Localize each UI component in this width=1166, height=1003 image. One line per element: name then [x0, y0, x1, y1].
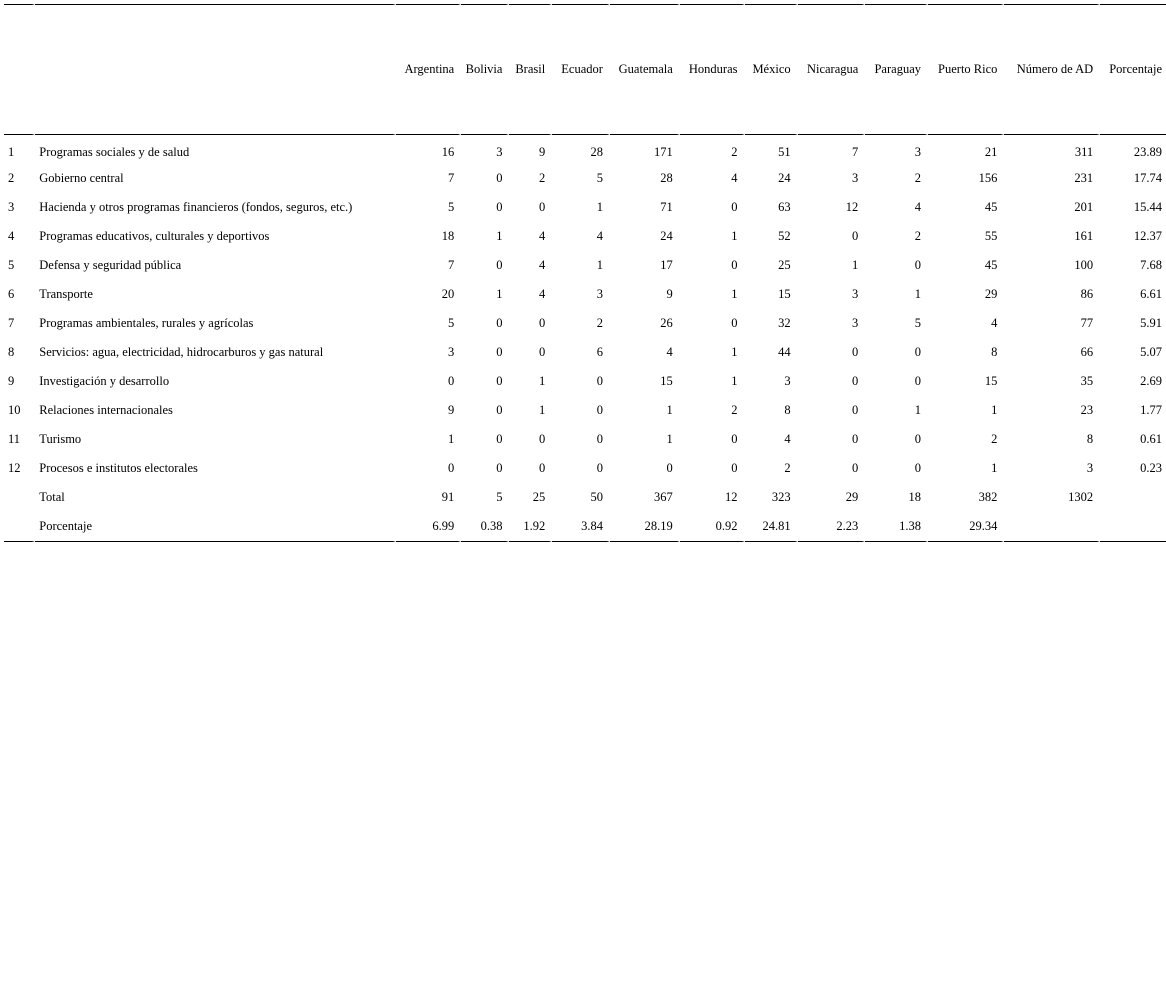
cell-brasil: 0	[509, 193, 552, 222]
header-cell-porcentaje: Porcentaje	[1100, 4, 1166, 135]
table-row	[4, 454, 1166, 483]
cell-guatemala: 171	[610, 135, 680, 164]
header-cell-brasil: Brasil	[509, 4, 552, 135]
cell-porcentaje	[1100, 483, 1166, 512]
cell-argentina: 91	[396, 483, 461, 512]
cell-honduras: 0	[680, 251, 745, 280]
cell-bolivia: 0	[461, 454, 509, 483]
cell-category: Hacienda y otros programas financieros (fondos, seguros, etc.)	[35, 193, 396, 222]
cell-category: Transporte	[35, 280, 396, 309]
cell-numero-ad: 1302	[1004, 483, 1100, 512]
header-cell-index	[4, 4, 35, 135]
cell-paraguay: 5	[865, 309, 928, 338]
cell-guatemala: 24	[610, 222, 680, 251]
cell-paraguay: 0	[865, 367, 928, 396]
cell-guatemala: 71	[610, 193, 680, 222]
cell-argentina: 3	[396, 338, 461, 367]
cell-category: Programas ambientales, rurales y agrícolas	[35, 309, 396, 338]
cell-guatemala: 1	[610, 396, 680, 425]
cell-numero-ad: 231	[1004, 164, 1100, 193]
cell-porcentaje: 12.37	[1133, 229, 1162, 243]
cell-ecuador: 2	[552, 309, 610, 338]
cell-puerto-rico: 21	[928, 135, 1004, 164]
cell-argentina: 18	[396, 222, 461, 251]
cell-brasil: 9	[509, 135, 552, 164]
cell-brasil: 1	[509, 396, 552, 425]
cell-bolivia: 1	[461, 280, 509, 309]
cell-brasil: 0	[509, 338, 552, 367]
cell-ecuador: 1	[552, 251, 610, 280]
cell-argentina: 9	[396, 396, 461, 425]
cell-index: 9	[4, 367, 35, 396]
cell-guatemala: 28	[610, 164, 680, 193]
cell-argentina: 7	[396, 164, 461, 193]
cell-paraguay: 18	[865, 483, 928, 512]
header-row	[4, 4, 1166, 135]
header-cell-paraguay: Paraguay	[865, 4, 928, 135]
cell-puerto-rico: 8	[928, 338, 1004, 367]
cell-ecuador: 4	[552, 222, 610, 251]
table-row	[4, 396, 1166, 425]
cell-porcentaje: 5.07	[1140, 345, 1162, 359]
cell-porcentaje	[1100, 512, 1166, 542]
cell-numero-ad	[1004, 512, 1100, 542]
cell-paraguay: 2	[865, 222, 928, 251]
cell-ecuador: 6	[552, 338, 610, 367]
cell-index: 8	[4, 338, 35, 367]
cell-index	[4, 512, 35, 542]
cell-numero-ad: 23	[1004, 396, 1100, 425]
cell-argentina: 5	[396, 193, 461, 222]
cell-nicaragua: 7	[798, 135, 866, 164]
cell-bolivia: 0	[461, 338, 509, 367]
cell-paraguay: 0	[865, 425, 928, 454]
cell-bolivia: 1	[461, 222, 509, 251]
cell-index: 12	[4, 454, 35, 483]
cell-puerto-rico: 1	[928, 396, 1004, 425]
cell-paraguay: 0	[865, 454, 928, 483]
cell-puerto-rico: 156	[928, 164, 1004, 193]
table-row	[4, 512, 1166, 542]
cell-argentina: 1	[396, 425, 461, 454]
cell-puerto-rico: 4	[928, 309, 1004, 338]
table-row	[4, 425, 1166, 454]
cell-puerto-rico: 29.34	[928, 512, 1004, 542]
cell-ecuador: 28	[552, 135, 610, 164]
cell-mexico: 32	[745, 309, 798, 338]
cell-index: 3	[4, 193, 35, 222]
table-row	[4, 193, 1166, 222]
cell-bolivia: 3	[461, 135, 509, 164]
cell-porcentaje: 0.61	[1140, 432, 1162, 446]
table-row	[4, 164, 1166, 193]
cell-argentina: 7	[396, 251, 461, 280]
cell-honduras: 0	[680, 425, 745, 454]
cell-bolivia: 0	[461, 425, 509, 454]
cell-brasil: 1	[509, 367, 552, 396]
cell-mexico: 24	[745, 164, 798, 193]
cell-numero-ad: 86	[1004, 280, 1100, 309]
cell-mexico: 8	[745, 396, 798, 425]
cell-paraguay: 4	[865, 193, 928, 222]
cell-porcentaje: 1.77	[1140, 403, 1162, 417]
cell-puerto-rico: 29	[928, 280, 1004, 309]
cell-guatemala: 4	[610, 338, 680, 367]
cell-bolivia: 0	[461, 251, 509, 280]
cell-nicaragua: 0	[798, 425, 866, 454]
cell-brasil: 0	[509, 309, 552, 338]
cell-honduras: 0.92	[680, 512, 745, 542]
cell-mexico: 63	[745, 193, 798, 222]
cell-puerto-rico: 382	[928, 483, 1004, 512]
cell-index: 6	[4, 280, 35, 309]
cell-puerto-rico: 1	[928, 454, 1004, 483]
header-cell-category	[35, 4, 396, 135]
cell-category: Total	[35, 483, 396, 512]
cell-index: 1	[4, 135, 35, 164]
cell-nicaragua: 3	[798, 309, 866, 338]
cell-honduras: 2	[680, 396, 745, 425]
table-row	[4, 280, 1166, 309]
cell-guatemala: 1	[610, 425, 680, 454]
cell-index: 10	[4, 396, 35, 425]
cell-mexico: 44	[745, 338, 798, 367]
cell-numero-ad: 201	[1004, 193, 1100, 222]
cell-nicaragua: 12	[798, 193, 866, 222]
cell-argentina: 20	[396, 280, 461, 309]
cell-numero-ad: 8	[1004, 425, 1100, 454]
cell-porcentaje: 15.44	[1133, 200, 1162, 214]
cell-honduras: 1	[680, 280, 745, 309]
cell-index: 5	[4, 251, 35, 280]
header-cell-ecuador: Ecuador	[552, 4, 610, 135]
cell-honduras: 2	[680, 135, 745, 164]
cell-bolivia: 5	[461, 483, 509, 512]
header-cell-mexico: México	[745, 4, 798, 135]
cell-ecuador: 3.84	[552, 512, 610, 542]
table-row	[4, 309, 1166, 338]
cell-ecuador: 50	[552, 483, 610, 512]
cell-bolivia: 0	[461, 309, 509, 338]
cell-index	[4, 483, 35, 512]
cell-nicaragua: 3	[798, 280, 866, 309]
cell-guatemala: 26	[610, 309, 680, 338]
cell-puerto-rico: 45	[928, 251, 1004, 280]
cell-porcentaje: 0.23	[1140, 461, 1162, 475]
cell-mexico: 3	[745, 367, 798, 396]
table-row	[4, 251, 1166, 280]
header-cell-nicaragua: Nicaragua	[798, 4, 866, 135]
cell-nicaragua: 1	[798, 251, 866, 280]
table-row	[4, 367, 1166, 396]
cell-category: Procesos e institutos electorales	[35, 454, 396, 483]
cell-mexico: 52	[745, 222, 798, 251]
cell-bolivia: 0	[461, 193, 509, 222]
cell-numero-ad: 161	[1004, 222, 1100, 251]
cell-paraguay: 3	[865, 135, 928, 164]
cell-guatemala: 367	[610, 483, 680, 512]
cell-category: Investigación y desarrollo	[35, 367, 396, 396]
cell-porcentaje: 6.61	[1140, 287, 1162, 301]
cell-guatemala: 0	[610, 454, 680, 483]
cell-honduras: 1	[680, 222, 745, 251]
cell-mexico: 323	[745, 483, 798, 512]
cell-brasil: 4	[509, 222, 552, 251]
cell-nicaragua: 0	[798, 222, 866, 251]
cell-paraguay: 2	[865, 164, 928, 193]
cell-ecuador: 1	[552, 193, 610, 222]
header-cell-guatemala: Guatemala	[610, 4, 680, 135]
cell-ecuador: 0	[552, 454, 610, 483]
cell-mexico: 24.81	[745, 512, 798, 542]
cell-mexico: 2	[745, 454, 798, 483]
cell-category: Programas sociales y de salud	[35, 135, 396, 164]
cell-ecuador: 5	[552, 164, 610, 193]
cell-index: 11	[4, 425, 35, 454]
cell-numero-ad: 311	[1004, 135, 1100, 164]
header-cell-puerto-rico: Puerto Rico	[928, 4, 1004, 135]
cell-paraguay: 1	[865, 396, 928, 425]
cell-nicaragua: 0	[798, 454, 866, 483]
cell-argentina: 16	[396, 135, 461, 164]
table-body	[4, 135, 1166, 542]
cell-ecuador: 0	[552, 425, 610, 454]
cell-honduras: 1	[680, 367, 745, 396]
cell-brasil: 0	[509, 425, 552, 454]
cell-brasil: 4	[509, 251, 552, 280]
cell-honduras: 0	[680, 309, 745, 338]
cell-numero-ad: 66	[1004, 338, 1100, 367]
cell-mexico: 15	[745, 280, 798, 309]
table-row	[4, 338, 1166, 367]
cell-bolivia: 0	[461, 164, 509, 193]
cell-category: Programas educativos, culturales y deportivos	[35, 222, 396, 251]
cell-index: 2	[4, 164, 35, 193]
cell-numero-ad: 35	[1004, 367, 1100, 396]
cell-porcentaje: 2.69	[1140, 374, 1162, 388]
cell-index: 7	[4, 309, 35, 338]
cell-guatemala: 9	[610, 280, 680, 309]
header-cell-numero-ad: Número de AD	[1004, 4, 1100, 135]
cell-bolivia: 0.38	[461, 512, 509, 542]
cell-porcentaje: 7.68	[1140, 258, 1162, 272]
cell-numero-ad: 100	[1004, 251, 1100, 280]
cell-paraguay: 1.38	[865, 512, 928, 542]
cell-paraguay: 0	[865, 338, 928, 367]
cell-ecuador: 3	[552, 280, 610, 309]
cell-nicaragua: 0	[798, 367, 866, 396]
cell-argentina: 6.99	[396, 512, 461, 542]
cell-honduras: 0	[680, 193, 745, 222]
cell-ecuador: 0	[552, 367, 610, 396]
cell-index: 4	[4, 222, 35, 251]
cell-guatemala: 28.19	[610, 512, 680, 542]
data-table	[4, 4, 1166, 542]
cell-category: Defensa y seguridad pública	[35, 251, 396, 280]
cell-nicaragua: 29	[798, 483, 866, 512]
cell-honduras: 4	[680, 164, 745, 193]
cell-brasil: 2	[509, 164, 552, 193]
cell-porcentaje: 17.74	[1133, 171, 1162, 185]
cell-puerto-rico: 45	[928, 193, 1004, 222]
header-cell-honduras: Honduras	[680, 4, 745, 135]
cell-guatemala: 15	[610, 367, 680, 396]
cell-brasil: 1.92	[509, 512, 552, 542]
header-cell-argentina: Argentina	[396, 4, 461, 135]
cell-mexico: 25	[745, 251, 798, 280]
cell-puerto-rico: 2	[928, 425, 1004, 454]
cell-porcentaje: 5.91	[1140, 316, 1162, 330]
header-cell-bolivia: Bolivia	[461, 4, 509, 135]
cell-paraguay: 1	[865, 280, 928, 309]
cell-honduras: 12	[680, 483, 745, 512]
cell-mexico: 51	[745, 135, 798, 164]
table-row	[4, 483, 1166, 512]
cell-bolivia: 0	[461, 367, 509, 396]
cell-paraguay: 0	[865, 251, 928, 280]
cell-nicaragua: 0	[798, 396, 866, 425]
cell-category: Turismo	[35, 425, 396, 454]
cell-argentina: 0	[396, 454, 461, 483]
table-row	[4, 222, 1166, 251]
cell-category: Servicios: agua, electricidad, hidrocarburos y gas natural	[35, 338, 396, 367]
cell-ecuador: 0	[552, 396, 610, 425]
table-row	[4, 135, 1166, 164]
cell-nicaragua: 3	[798, 164, 866, 193]
cell-category: Porcentaje	[35, 512, 396, 542]
cell-numero-ad: 3	[1004, 454, 1100, 483]
cell-nicaragua: 0	[798, 338, 866, 367]
cell-brasil: 0	[509, 454, 552, 483]
cell-numero-ad: 77	[1004, 309, 1100, 338]
cell-puerto-rico: 55	[928, 222, 1004, 251]
cell-honduras: 1	[680, 338, 745, 367]
cell-brasil: 25	[509, 483, 552, 512]
cell-bolivia: 0	[461, 396, 509, 425]
cell-guatemala: 17	[610, 251, 680, 280]
cell-argentina: 5	[396, 309, 461, 338]
cell-honduras: 0	[680, 454, 745, 483]
cell-puerto-rico: 15	[928, 367, 1004, 396]
cell-brasil: 4	[509, 280, 552, 309]
cell-argentina: 0	[396, 367, 461, 396]
cell-category: Gobierno central	[35, 164, 396, 193]
cell-category: Relaciones internacionales	[35, 396, 396, 425]
cell-porcentaje: 23.89	[1133, 145, 1162, 159]
cell-nicaragua: 2.23	[798, 512, 866, 542]
cell-mexico: 4	[745, 425, 798, 454]
